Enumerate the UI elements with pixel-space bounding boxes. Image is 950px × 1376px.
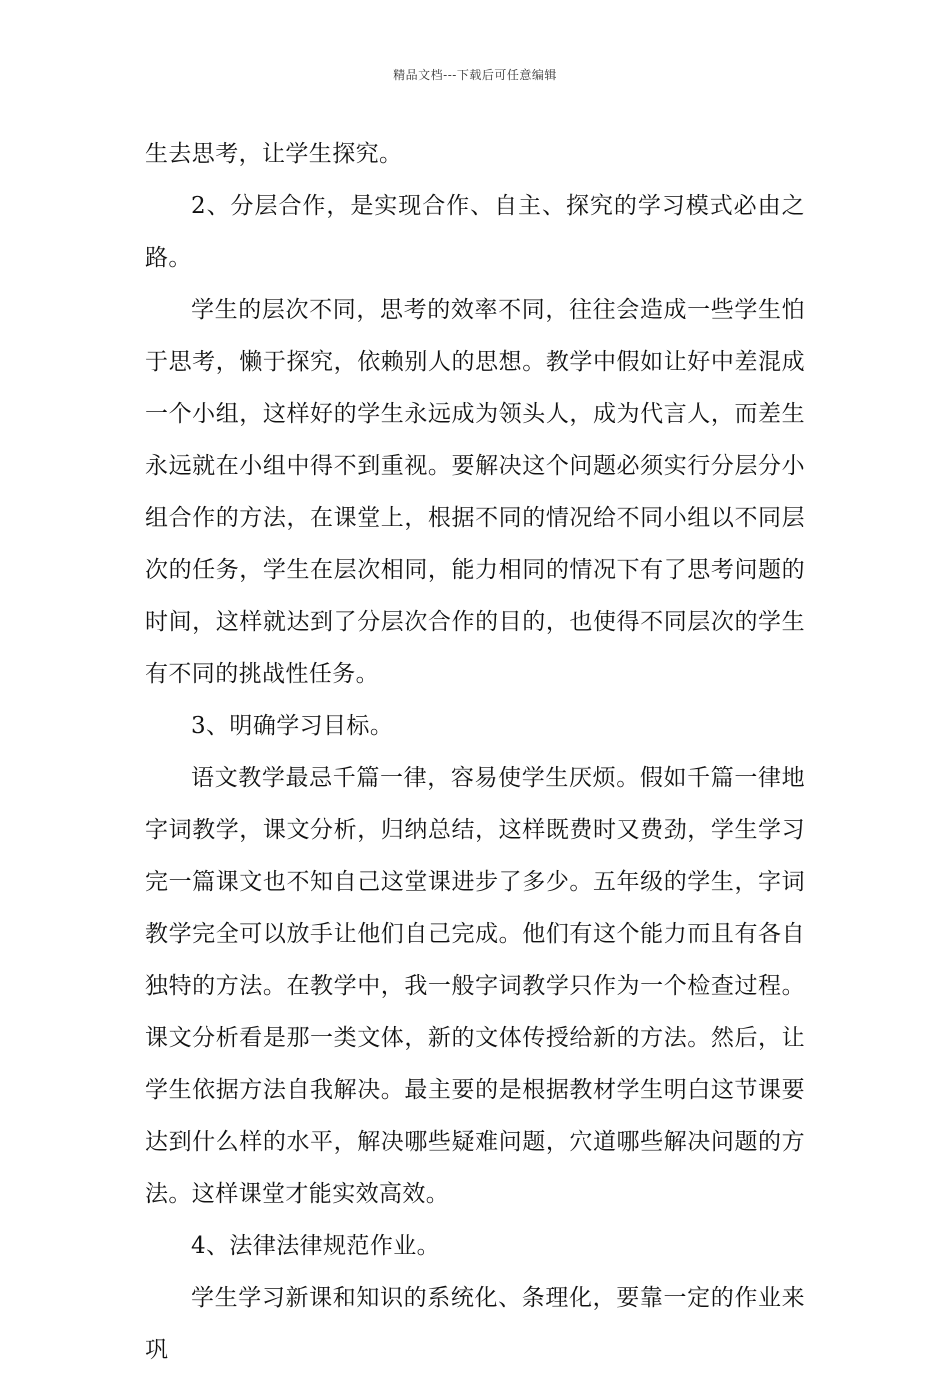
paragraph-continuation: 生去思考，让学生探究。 [145,141,403,167]
paragraph-learning-goals: 语文教学最忌千篇一律，容易使学生厌烦。假如千篇一律地字词教学，课文分析，归纳总结，这样既费时又费劲，学生学习完一篇课文也不知自己这堂课进步了多少。五年级的学生，字词教学完全可以放手让他们自己完成。他们有这个能力而且有各自独特的方法。在教学中，我一般字词教学只作为一个检查过程。课文分析看是那一类文体，新的文体传授给新的方法。然后，让学生依据方法自我解决。最主要的是根据教材学生明白这节课要达到什么样的水平，解决哪些疑难问题，穴道哪些解决问题的方法。这样课堂才能实效高效。 [145,765,805,1207]
document-body [145,128,805,1376]
page-header: 精品文档---下载后可任意编辑 [393,68,557,82]
paragraph-homework: 学生学习新课和知识的系统化、条理化，要靠一定的作业来巩 [145,1285,805,1363]
paragraph-heading-2: 2、分层合作，是实现合作、自主、探究的学习模式必由之路。 [145,193,805,271]
paragraph-heading-4: 4、法律法律规范作业。 [191,1233,441,1259]
paragraph-heading-3: 3、明确学习目标。 [191,713,394,739]
paragraph-layered-cooperation: 学生的层次不同，思考的效率不同，往往会造成一些学生怕于思考，懒于探究，依赖别人的思想。教学中假如让好中差混成一个小组，这样好的学生永远成为领头人，成为代言人，而差生永远就在小组中得不到重视。要解决这个问题必须实行分层分小组合作的方法，在课堂上，根据不同的情况给不同小组以不同层次的任务，学生在层次相同，能力相同的情况下有了思考问题的时间，这样就达到了分层次合作的目的，也使得不同层次的学生有不同的挑战性任务。 [145,297,805,687]
